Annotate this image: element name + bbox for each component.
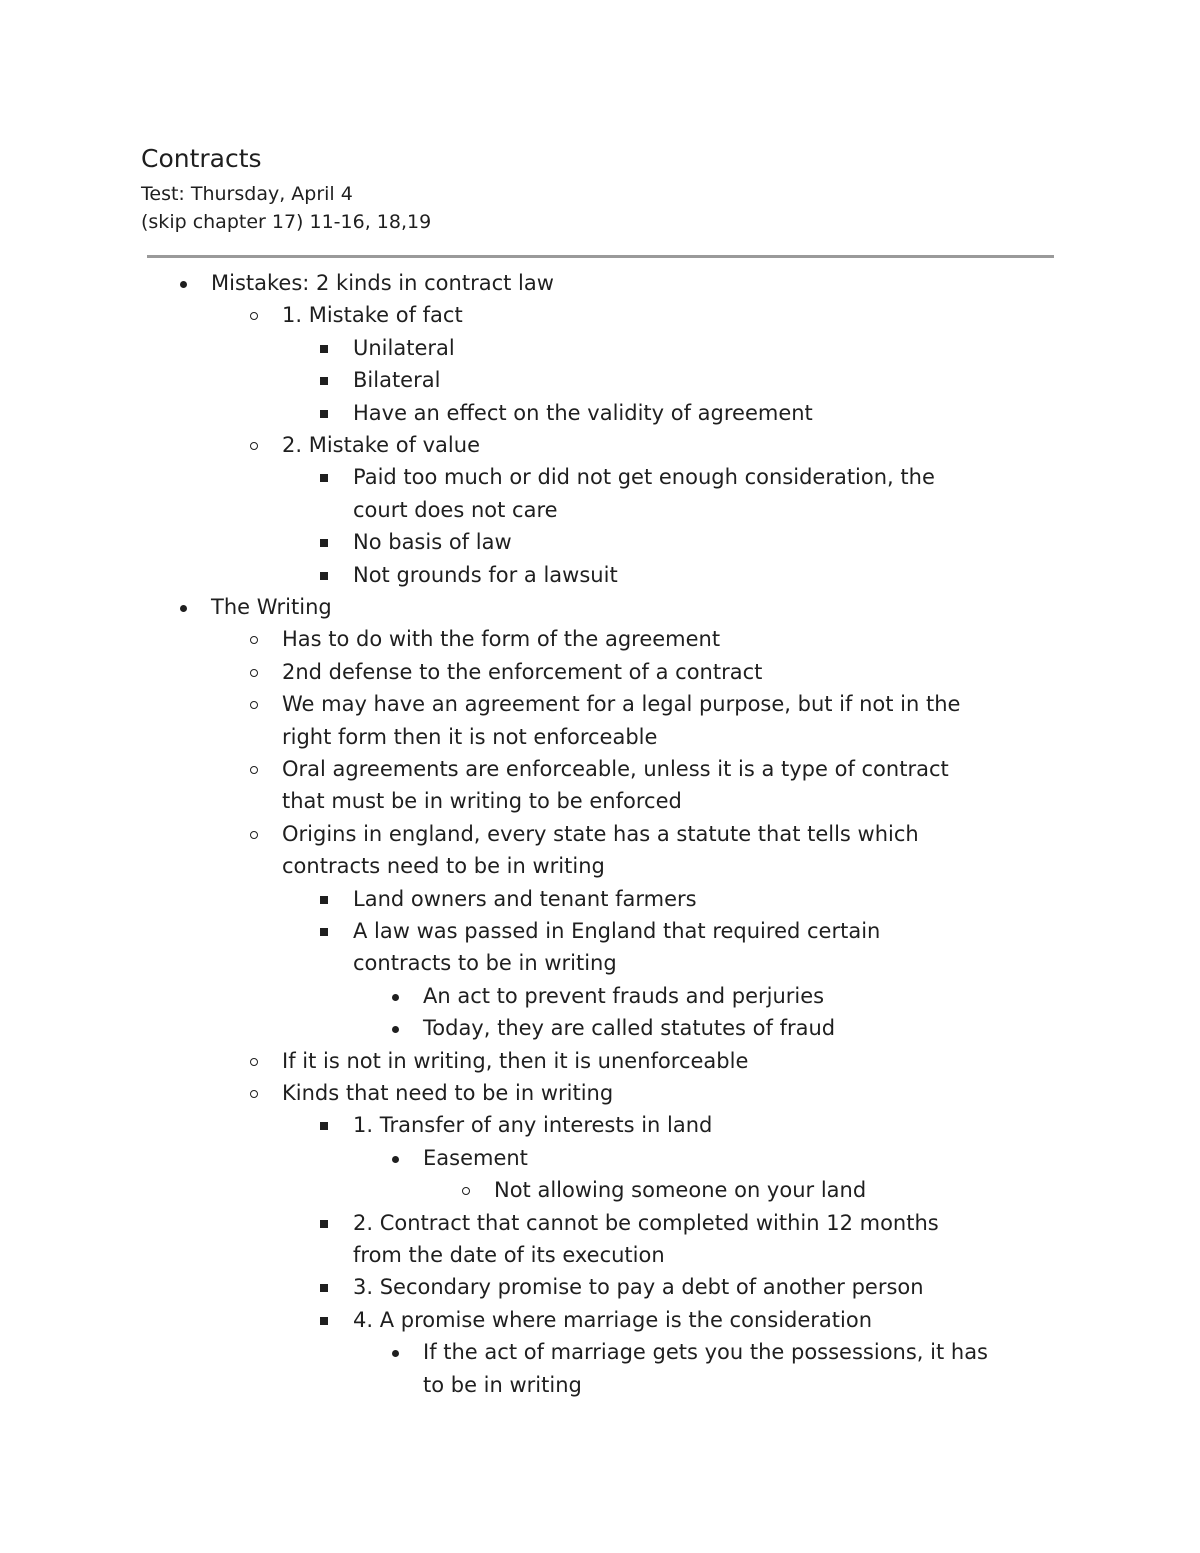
outline-item <box>0 526 1200 558</box>
outline-item-continuation <box>0 1239 1200 1271</box>
outline-item-text: If it is not in writing, then it is unenforceable <box>282 1048 749 1073</box>
outline-item-text: An act to prevent frauds and perjuries <box>423 983 825 1008</box>
bullet-square-icon <box>318 461 332 493</box>
outline-item-continuation <box>0 947 1200 979</box>
bullet-circle-icon <box>249 753 263 785</box>
outline-item-text: 2. Mistake of value <box>282 433 480 457</box>
outline-item <box>0 1207 1200 1239</box>
outline-item-text: contracts to be in writing <box>353 951 617 976</box>
bullet-square-icon <box>318 883 332 915</box>
outline-item-continuation <box>0 721 1200 753</box>
outline-item <box>0 1012 1200 1044</box>
outline-item-text: Have an effect on the validity of agreement <box>353 400 813 425</box>
bullet-square-icon <box>318 915 332 947</box>
bullet-square-icon <box>318 559 332 591</box>
bullet-square-icon <box>318 1207 332 1239</box>
bullet-disc-icon <box>178 591 192 623</box>
outline-item <box>0 623 1200 655</box>
outline-item <box>0 1174 1200 1206</box>
bullet-circle-icon <box>249 1045 263 1077</box>
outline-item-continuation <box>0 785 1200 817</box>
outline-item <box>0 461 1200 493</box>
outline-item <box>0 299 1200 331</box>
outline-item-text: 2nd defense to the enforcement of a contract <box>282 659 763 684</box>
outline-item <box>0 429 1200 461</box>
bullet-circle-icon <box>249 818 263 850</box>
outline-item <box>0 1271 1200 1303</box>
outline-item <box>0 753 1200 785</box>
outline-item-text: Has to do with the form of the agreement <box>282 627 721 652</box>
outline-item <box>0 1336 1200 1368</box>
bullet-square-icon <box>318 1304 332 1336</box>
outline-item <box>0 1045 1200 1077</box>
outline-item <box>0 1109 1200 1141</box>
bullet-circle-icon <box>249 688 263 720</box>
outline-item <box>0 1304 1200 1336</box>
outline-item-text: 2. Contract that cannot be completed within 12 months <box>353 1210 939 1235</box>
outline-item-text: Paid too much or did not get enough consideration, the <box>353 465 935 490</box>
outline-item-continuation <box>0 850 1200 882</box>
outline-item-text: Origins in england, every state has a statute that tells which <box>282 821 919 846</box>
bullet-disc-icon <box>178 267 192 299</box>
bullet-square-icon <box>318 1109 332 1141</box>
outline-item <box>0 267 1200 299</box>
document-title: Contracts <box>141 144 262 173</box>
outline-item-text: Kinds that need to be in writing <box>282 1081 614 1105</box>
outline-item-text: We may have an agreement for a legal purpose, but if not in the <box>282 692 961 717</box>
outline-item <box>0 332 1200 364</box>
outline-item-text: No basis of law <box>353 530 512 555</box>
outline-item-text: Land owners and tenant farmers <box>353 886 697 911</box>
outline-item-text: 1. Transfer of any interests in land <box>353 1113 713 1138</box>
outline-item-continuation <box>0 1369 1200 1401</box>
bullet-disc-icon <box>390 1142 404 1174</box>
bullet-disc-icon <box>390 980 404 1012</box>
bullet-circle-icon <box>249 299 263 331</box>
outline-item <box>0 1142 1200 1174</box>
outline-item <box>0 688 1200 720</box>
outline-item-text: Today, they are called statutes of fraud <box>423 1016 836 1041</box>
outline-item-text: to be in writing <box>423 1372 582 1397</box>
test-date-line: Test: Thursday, April 4 <box>141 183 353 205</box>
bullet-disc-icon <box>390 1012 404 1044</box>
outline-item-text: 1. Mistake of fact <box>282 303 463 328</box>
outline-item-text: 3. Secondary promise to pay a debt of another person <box>353 1275 924 1300</box>
outline-item-continuation <box>0 494 1200 526</box>
outline-item <box>0 364 1200 396</box>
bullet-circle-icon <box>249 623 263 655</box>
outline-item <box>0 883 1200 915</box>
outline-item-text: The Writing <box>211 595 332 619</box>
bullet-disc-icon <box>390 1336 404 1368</box>
outline-item-text: A law was passed in England that required certain <box>353 919 881 943</box>
outline-item-text: 4. A promise where marriage is the consideration <box>353 1307 873 1332</box>
outline-item-text: that must be in writing to be enforced <box>282 789 682 814</box>
horizontal-divider <box>147 255 1054 258</box>
outline-item-text: court does not care <box>353 497 558 522</box>
outline-item <box>0 397 1200 429</box>
outline-item <box>0 980 1200 1012</box>
outline-item-text: from the date of its execution <box>353 1243 665 1267</box>
outline-item <box>0 818 1200 850</box>
outline-item-text: contracts need to be in writing <box>282 854 605 879</box>
outline-item-text: Not allowing someone on your land <box>494 1178 867 1203</box>
outline-item <box>0 656 1200 688</box>
bullet-circle-icon <box>249 656 263 688</box>
outline-item-text: Unilateral <box>353 335 455 360</box>
bullet-circle-icon <box>461 1174 475 1206</box>
bullet-circle-icon <box>249 429 263 461</box>
outline-item-text: If the act of marriage gets you the possessions, it has <box>423 1340 989 1365</box>
outline-item <box>0 559 1200 591</box>
bullet-square-icon <box>318 526 332 558</box>
outline-item-text: Easement <box>423 1145 528 1170</box>
outline-item <box>0 915 1200 947</box>
bullet-square-icon <box>318 397 332 429</box>
outline-item <box>0 591 1200 623</box>
outline-item-text: Mistakes: 2 kinds in contract law <box>211 271 554 295</box>
bullet-circle-icon <box>249 1077 263 1109</box>
outline-item <box>0 1077 1200 1109</box>
bullet-square-icon <box>318 1271 332 1303</box>
outline-item-text: Bilateral <box>353 368 441 393</box>
outline-item-text: Oral agreements are enforceable, unless it is a type of contract <box>282 757 949 781</box>
outline-item-text: Not grounds for a lawsuit <box>353 562 618 587</box>
bullet-square-icon <box>318 332 332 364</box>
chapters-line: (skip chapter 17) 11-16, 18,19 <box>141 211 432 233</box>
outline-item-text: right form then it is not enforceable <box>282 724 658 749</box>
bullet-square-icon <box>318 364 332 396</box>
